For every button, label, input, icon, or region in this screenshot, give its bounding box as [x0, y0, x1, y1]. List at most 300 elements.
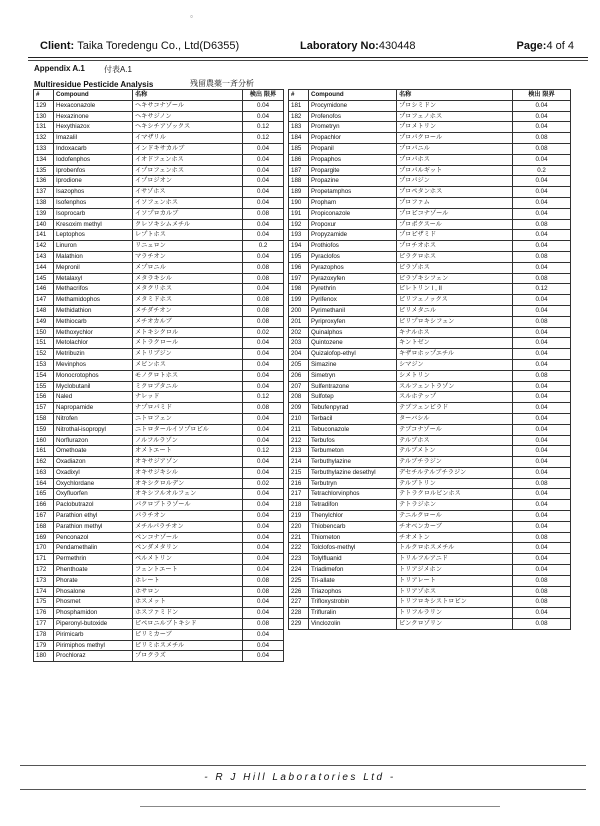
row-num: 138: [34, 197, 54, 208]
compound-name-jp: プロパクロール: [397, 133, 513, 144]
compound-name: Triadimefon: [309, 565, 397, 576]
row-num: 226: [289, 586, 309, 597]
table-row: [289, 273, 571, 284]
table-row: [34, 316, 284, 327]
page-label: Page:: [516, 40, 547, 52]
row-num: 184: [289, 133, 309, 144]
compound-name: Methacrifos: [54, 284, 133, 295]
compound-name-jp: テニルクロール: [397, 511, 513, 522]
compound-name-jp: シマジン: [397, 359, 513, 370]
row-num: 146: [34, 284, 54, 295]
table-row: [34, 251, 284, 262]
compound-name: Hexythiazox: [54, 122, 133, 133]
compound-name-jp: オキサジアゾン: [133, 457, 243, 468]
compound-name-jp: プロファム: [397, 197, 513, 208]
compound-name-jp: ペルメトリン: [133, 554, 243, 565]
compound-name: Myclobutanil: [54, 381, 133, 392]
table-row: [34, 349, 284, 360]
table-row: [34, 586, 284, 597]
row-num: 136: [34, 176, 54, 187]
row-num: 202: [289, 327, 309, 338]
detection-limit: 0.04: [513, 521, 571, 532]
pesticide-table-left: [33, 89, 284, 662]
compound-name-jp: プロメトリン: [397, 122, 513, 133]
table-row: [289, 219, 571, 230]
compound-name-jp: オキサジキシル: [133, 467, 243, 478]
compound-name-jp: メトキシクロル: [133, 327, 243, 338]
table-row: [34, 651, 284, 662]
table-row: [34, 100, 284, 111]
compound-name: Methamidophos: [54, 295, 133, 306]
row-num: 160: [34, 435, 54, 446]
table-row: [34, 629, 284, 640]
compound-name: Tetrachlorvinphos: [309, 489, 397, 500]
row-num: 188: [289, 176, 309, 187]
table-row: [34, 543, 284, 554]
row-num: 218: [289, 500, 309, 511]
compound-name: Iodofenphos: [54, 154, 133, 165]
table-row: [34, 338, 284, 349]
row-num: 162: [34, 457, 54, 468]
compound-name-jp: ノルフルラゾン: [133, 435, 243, 446]
compound-name-jp: チオベンカーブ: [397, 521, 513, 532]
table-row: [289, 403, 571, 414]
compound-name-jp: テトラジホン: [397, 500, 513, 511]
compound-name: Terbutryn: [309, 478, 397, 489]
detection-limit: 0.04: [513, 100, 571, 111]
compound-name: Pendamethalin: [54, 543, 133, 554]
compound-name-jp: フェントエート: [133, 565, 243, 576]
row-num: 221: [289, 532, 309, 543]
compound-name: Parathion ethyl: [54, 511, 133, 522]
compound-name-jp: テブフェンピラド: [397, 403, 513, 414]
table-row: [34, 403, 284, 414]
table-row: [289, 176, 571, 187]
row-num: 200: [289, 305, 309, 316]
compound-name: Procymidone: [309, 100, 397, 111]
row-num: 149: [34, 316, 54, 327]
footer-divider-extra: [140, 806, 500, 807]
compound-name-jp: ピラゾキシフェン: [397, 273, 513, 284]
table-row: [289, 122, 571, 133]
detection-limit: 0.04: [243, 359, 284, 370]
table-row: [289, 521, 571, 532]
compound-name: Oxadiazon: [54, 457, 133, 468]
detection-limit: 0.02: [243, 327, 284, 338]
col-name-jp: 名称: [133, 90, 243, 101]
compound-name-jp: プロパニル: [397, 143, 513, 154]
compound-name-jp: ピラゾホス: [397, 262, 513, 273]
col-compound: Compound: [309, 90, 397, 101]
compound-name: Metolachlor: [54, 338, 133, 349]
table-row: [289, 359, 571, 370]
table-row: [34, 500, 284, 511]
row-num: 212: [289, 435, 309, 446]
table-row: [34, 143, 284, 154]
detection-limit: 0.04: [243, 435, 284, 446]
row-num: 191: [289, 208, 309, 219]
row-num: 183: [289, 122, 309, 133]
detection-limit: 0.04: [513, 187, 571, 198]
row-num: 130: [34, 111, 54, 122]
compound-name: Phosmet: [54, 597, 133, 608]
detection-limit: 0.04: [513, 154, 571, 165]
table-row: [289, 489, 571, 500]
detection-limit: 0.08: [243, 403, 284, 414]
compound-name: Terbumeton: [309, 446, 397, 457]
table-row: [289, 511, 571, 522]
appendix-title-jp: 付表A.1: [104, 65, 133, 74]
row-num: 139: [34, 208, 54, 219]
row-num: 155: [34, 381, 54, 392]
table-row: [34, 295, 284, 306]
row-num: 159: [34, 424, 54, 435]
compound-name-jp: トリアレート: [397, 575, 513, 586]
compound-name: Leptophos: [54, 230, 133, 241]
row-num: 161: [34, 446, 54, 457]
detection-limit: 0.04: [513, 446, 571, 457]
row-num: 199: [289, 295, 309, 306]
row-num: 206: [289, 370, 309, 381]
compound-name: Prothiofos: [309, 241, 397, 252]
detection-limit: 0.08: [243, 619, 284, 630]
row-num: 192: [289, 219, 309, 230]
client-info: [40, 40, 239, 52]
table-row: [34, 478, 284, 489]
compound-name: Mepronil: [54, 262, 133, 273]
table-row: [34, 565, 284, 576]
compound-name-jp: ナプロパミド: [133, 403, 243, 414]
table-row: [289, 597, 571, 608]
table-row: [289, 284, 571, 295]
compound-name: Phosphamidon: [54, 608, 133, 619]
table-row: [34, 230, 284, 241]
row-num: 156: [34, 392, 54, 403]
row-num: 157: [34, 403, 54, 414]
row-num: 197: [289, 273, 309, 284]
compound-name-jp: スルホテップ: [397, 392, 513, 403]
compound-name-jp: オメトエート: [133, 446, 243, 457]
detection-limit: 0.04: [513, 392, 571, 403]
table-row: [289, 446, 571, 457]
row-num: 129: [34, 100, 54, 111]
compound-name-jp: メタミドホス: [133, 295, 243, 306]
compound-name-jp: プロピコナゾール: [397, 208, 513, 219]
table-row: [289, 370, 571, 381]
compound-name-jp: ミクロブタニル: [133, 381, 243, 392]
row-num: 170: [34, 543, 54, 554]
col-name-jp: 名称: [397, 90, 513, 101]
row-num: 141: [34, 230, 54, 241]
compound-name: Pyraclofos: [309, 251, 397, 262]
compound-name-jp: ヘキサコナゾール: [133, 100, 243, 111]
table-row: [34, 241, 284, 252]
compound-name-jp: スルフェントラゾン: [397, 381, 513, 392]
col-compound: Compound: [54, 90, 133, 101]
detection-limit: 0.04: [243, 111, 284, 122]
row-num: 174: [34, 586, 54, 597]
compound-name: Propoxur: [309, 219, 397, 230]
detection-limit: 0.08: [513, 370, 571, 381]
compound-name: Propaphos: [309, 154, 397, 165]
compound-name-jp: テトラクロルビンホス: [397, 489, 513, 500]
compound-name-jp: メチダチオン: [133, 305, 243, 316]
compound-name: Oxyfluorfen: [54, 489, 133, 500]
table-row: [289, 381, 571, 392]
detection-limit: 0.04: [243, 413, 284, 424]
row-num: 131: [34, 122, 54, 133]
detection-limit: 0.04: [243, 554, 284, 565]
row-num: 179: [34, 640, 54, 651]
row-num: 135: [34, 165, 54, 176]
compound-name-jp: イプロジオン: [133, 176, 243, 187]
table-row: [289, 187, 571, 198]
compound-name-jp: ピリメタニル: [397, 305, 513, 316]
compound-name: Pirimicarb: [54, 629, 133, 640]
compound-name-jp: プロチオホス: [397, 241, 513, 252]
compound-name: Thenylchlor: [309, 511, 397, 522]
compound-name-jp: テルブメトン: [397, 446, 513, 457]
detection-limit: 0.08: [513, 586, 571, 597]
compound-name: Napropamide: [54, 403, 133, 414]
compound-name-jp: ホスメット: [133, 597, 243, 608]
footer-lab-name: - R J Hill Laboratories Ltd -: [204, 772, 396, 783]
table-row: [34, 262, 284, 273]
detection-limit: 0.04: [513, 489, 571, 500]
row-num: 203: [289, 338, 309, 349]
detection-limit: 0.04: [243, 565, 284, 576]
compound-name: Sulfentrazone: [309, 381, 397, 392]
compound-name: Prochloraz: [54, 651, 133, 662]
detection-limit: 0.04: [243, 230, 284, 241]
table-row: [34, 619, 284, 630]
compound-name: Methiocarb: [54, 316, 133, 327]
compound-name: Tebufenpyrad: [309, 403, 397, 414]
row-num: 152: [34, 349, 54, 360]
detection-limit: 0.04: [513, 327, 571, 338]
row-num: 201: [289, 316, 309, 327]
row-num: 153: [34, 359, 54, 370]
compound-name: Hexaconazole: [54, 100, 133, 111]
table-row: [289, 500, 571, 511]
col-num: #: [34, 90, 54, 101]
detection-limit: 0.04: [243, 489, 284, 500]
detection-limit: 0.04: [513, 500, 571, 511]
table-row: [289, 565, 571, 576]
compound-name: Permethrin: [54, 554, 133, 565]
row-num: 196: [289, 262, 309, 273]
detection-limit: 0.04: [243, 532, 284, 543]
compound-name-jp: イマザリル: [133, 133, 243, 144]
row-num: 220: [289, 521, 309, 532]
detection-limit: 0.08: [513, 133, 571, 144]
col-limit: 検出 限界: [513, 90, 571, 101]
detection-limit: 0.04: [513, 467, 571, 478]
detection-limit: 0.04: [513, 403, 571, 414]
table-row: [34, 208, 284, 219]
compound-name: Penconazol: [54, 532, 133, 543]
detection-limit: 0.08: [513, 316, 571, 327]
detection-limit: 0.08: [513, 532, 571, 543]
detection-limit: 0.08: [513, 143, 571, 154]
compound-name-jp: ナレッド: [133, 392, 243, 403]
compound-name-jp: ホスファミドン: [133, 608, 243, 619]
row-num: 144: [34, 262, 54, 273]
table-row: [289, 457, 571, 468]
compound-name-jp: ピリプロキシフェン: [397, 316, 513, 327]
compound-name-jp: キナルホス: [397, 327, 513, 338]
compound-name: Tebuconazole: [309, 424, 397, 435]
page-number: 4 of 4: [546, 40, 574, 52]
row-num: 224: [289, 565, 309, 576]
detection-limit: 0.08: [513, 251, 571, 262]
row-num: 223: [289, 554, 309, 565]
detection-limit: 0.2: [243, 241, 284, 252]
detection-limit: 0.04: [243, 651, 284, 662]
compound-name: Parathion methyl: [54, 521, 133, 532]
table-row: [289, 349, 571, 360]
table-row: [34, 597, 284, 608]
compound-name: Nitrofen: [54, 413, 133, 424]
compound-name: Oxychlordane: [54, 478, 133, 489]
compound-name: Simetryn: [309, 370, 397, 381]
footer-divider-bottom: [20, 789, 586, 790]
table-row: [289, 165, 571, 176]
compound-name: Propham: [309, 197, 397, 208]
scan-mark: ﾟ: [190, 16, 195, 27]
detection-limit: 0.04: [243, 338, 284, 349]
detection-limit: 0.04: [243, 370, 284, 381]
row-num: 148: [34, 305, 54, 316]
table-row: [34, 446, 284, 457]
compound-name-jp: メビンホス: [133, 359, 243, 370]
detection-limit: 0.04: [243, 629, 284, 640]
row-num: 154: [34, 370, 54, 381]
compound-name-jp: メタラキシル: [133, 273, 243, 284]
table-row: [34, 165, 284, 176]
detection-limit: 0.04: [243, 219, 284, 230]
compound-name: Mevinphos: [54, 359, 133, 370]
compound-name-jp: プロクラズ: [133, 651, 243, 662]
table-row: [289, 251, 571, 262]
compound-name-jp: イソプロカルブ: [133, 208, 243, 219]
lab-info: [300, 40, 416, 52]
detection-limit: 0.08: [513, 273, 571, 284]
row-num: 180: [34, 651, 54, 662]
compound-name: Linuron: [54, 241, 133, 252]
compound-name: Phorate: [54, 575, 133, 586]
compound-name-jp: イプロフェンホス: [133, 165, 243, 176]
row-num: 189: [289, 187, 309, 198]
detection-limit: 0.04: [513, 554, 571, 565]
page-info: [517, 40, 575, 52]
table-header-row: [289, 90, 571, 101]
detection-limit: 0.04: [243, 500, 284, 511]
row-num: 132: [34, 133, 54, 144]
compound-name: Piperonyl-butoxide: [54, 619, 133, 630]
table-row: [34, 424, 284, 435]
compound-name: Paclobutrazol: [54, 500, 133, 511]
compound-name: Monocrotophos: [54, 370, 133, 381]
compound-name: Terbuthylazine: [309, 457, 397, 468]
table-row: [289, 478, 571, 489]
table-row: [34, 608, 284, 619]
row-num: 215: [289, 467, 309, 478]
compound-name-jp: プロパルギット: [397, 165, 513, 176]
lab-label: Laboratory No:: [300, 40, 379, 52]
detection-limit: 0.04: [243, 165, 284, 176]
detection-limit: 0.08: [243, 316, 284, 327]
row-num: 163: [34, 467, 54, 478]
compound-name-jp: リニュロン: [133, 241, 243, 252]
compound-name: Tetradifon: [309, 500, 397, 511]
table-row: [289, 392, 571, 403]
compound-name: Pyrazophos: [309, 262, 397, 273]
row-num: 229: [289, 619, 309, 630]
compound-name: Simazine: [309, 359, 397, 370]
table-row: [289, 608, 571, 619]
row-num: 195: [289, 251, 309, 262]
detection-limit: 0.04: [513, 511, 571, 522]
row-num: 208: [289, 392, 309, 403]
detection-limit: 0.04: [243, 381, 284, 392]
compound-name-jp: ニトロフェン: [133, 413, 243, 424]
compound-name-jp: ペンダメタリン: [133, 543, 243, 554]
table-header-row: [34, 90, 284, 101]
detection-limit: 0.12: [513, 284, 571, 295]
row-num: 151: [34, 338, 54, 349]
compound-name: Pyrazoxyfen: [309, 273, 397, 284]
compound-name: Imazalil: [54, 133, 133, 144]
compound-name-jp: イソフェンホス: [133, 197, 243, 208]
compound-name: Triazophos: [309, 586, 397, 597]
compound-name: Trifluralin: [309, 608, 397, 619]
compound-name-jp: ニトロタールイソプロピル: [133, 424, 243, 435]
table-row: [289, 197, 571, 208]
row-num: 227: [289, 597, 309, 608]
detection-limit: 0.04: [243, 197, 284, 208]
detection-limit: 0.04: [513, 122, 571, 133]
detection-limit: 0.04: [513, 230, 571, 241]
compound-name: Isofenphos: [54, 197, 133, 208]
compound-name: Vinclozolin: [309, 619, 397, 630]
detection-limit: 0.08: [513, 478, 571, 489]
table-row: [289, 467, 571, 478]
detection-limit: 0.04: [243, 597, 284, 608]
compound-name: Pyrethrin: [309, 284, 397, 295]
detection-limit: 0.04: [243, 511, 284, 522]
detection-limit: 0.04: [513, 295, 571, 306]
row-num: 167: [34, 511, 54, 522]
compound-name-jp: モノクロトホス: [133, 370, 243, 381]
row-num: 164: [34, 478, 54, 489]
table-row: [289, 295, 571, 306]
compound-name-jp: シメトリン: [397, 370, 513, 381]
row-num: 168: [34, 521, 54, 532]
table-row: [34, 554, 284, 565]
detection-limit: 0.04: [243, 251, 284, 262]
row-num: 198: [289, 284, 309, 295]
row-num: 204: [289, 349, 309, 360]
compound-name-jp: プロポクスール: [397, 219, 513, 230]
compound-name: Iprobenfos: [54, 165, 133, 176]
row-num: 177: [34, 619, 54, 630]
compound-name: Propyzamide: [309, 230, 397, 241]
compound-name: Metribuzin: [54, 349, 133, 360]
detection-limit: 0.08: [243, 262, 284, 273]
compound-name-jp: テルブチラジン: [397, 457, 513, 468]
compound-name-jp: インドキサカルブ: [133, 143, 243, 154]
